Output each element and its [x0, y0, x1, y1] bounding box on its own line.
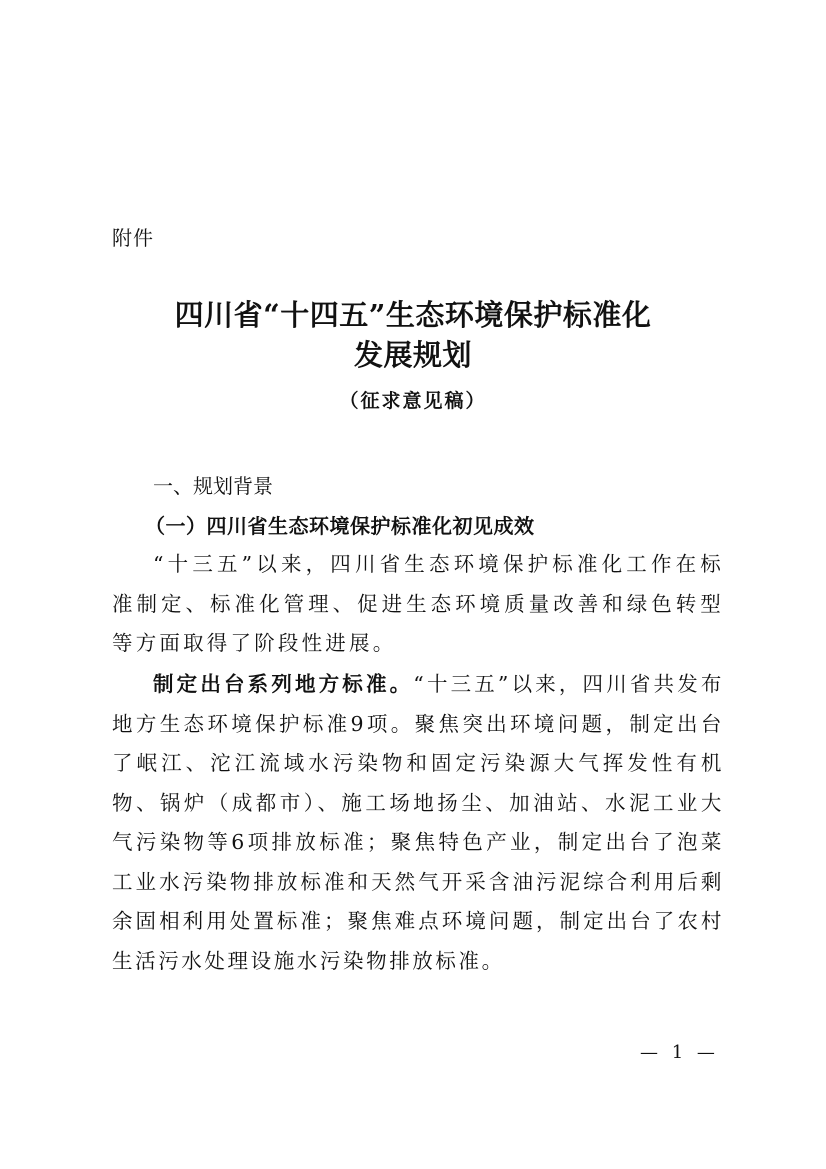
attachment-label: 附件 — [112, 226, 154, 250]
document-title-line2: 发展规划 — [353, 338, 472, 372]
page-number: — 1 — — [640, 1042, 719, 1063]
document-subtitle: （征求意见稿） — [339, 390, 487, 412]
paragraph-text — [112, 665, 724, 981]
paragraph-intro — [112, 545, 724, 664]
paragraph-local-standards — [112, 665, 724, 981]
paragraph-lead: 制定出台系列地方标准。 — [153, 672, 414, 696]
document-title-line1: 四川省“十四五”生态环境保护标准化 — [174, 298, 652, 332]
paragraph-body: “十三五”以来，四川省共发布地方生态环境保护标准9项。聚焦突出环境问题，制定出台了岷江、沱江流域水污染物和固定污染源大气挥发性有机物、锅炉（成都市）、施工场地扬尘、加油站、水泥工业大气污染物等6项排放标准；聚焦特色产业，制定出台了泡菜工业水污染物排放标准和天然气开采含油污泥综合利用后剩余固相利用处置标准；聚焦难点环境问题，制定出台了农村生活污水处理设施水污染物排放标准。 — [112, 672, 724, 973]
subsection-heading: （一）四川省生态环境保护标准化初见成效 — [145, 514, 535, 538]
paragraph-text: “十三五”以来，四川省生态环境保护标准化工作在标准制定、标准化管理、促进生态环境质量改善和绿色转型等方面取得了阶段性进展。 — [112, 552, 724, 655]
section-heading: 一、规划背景 — [153, 474, 273, 498]
